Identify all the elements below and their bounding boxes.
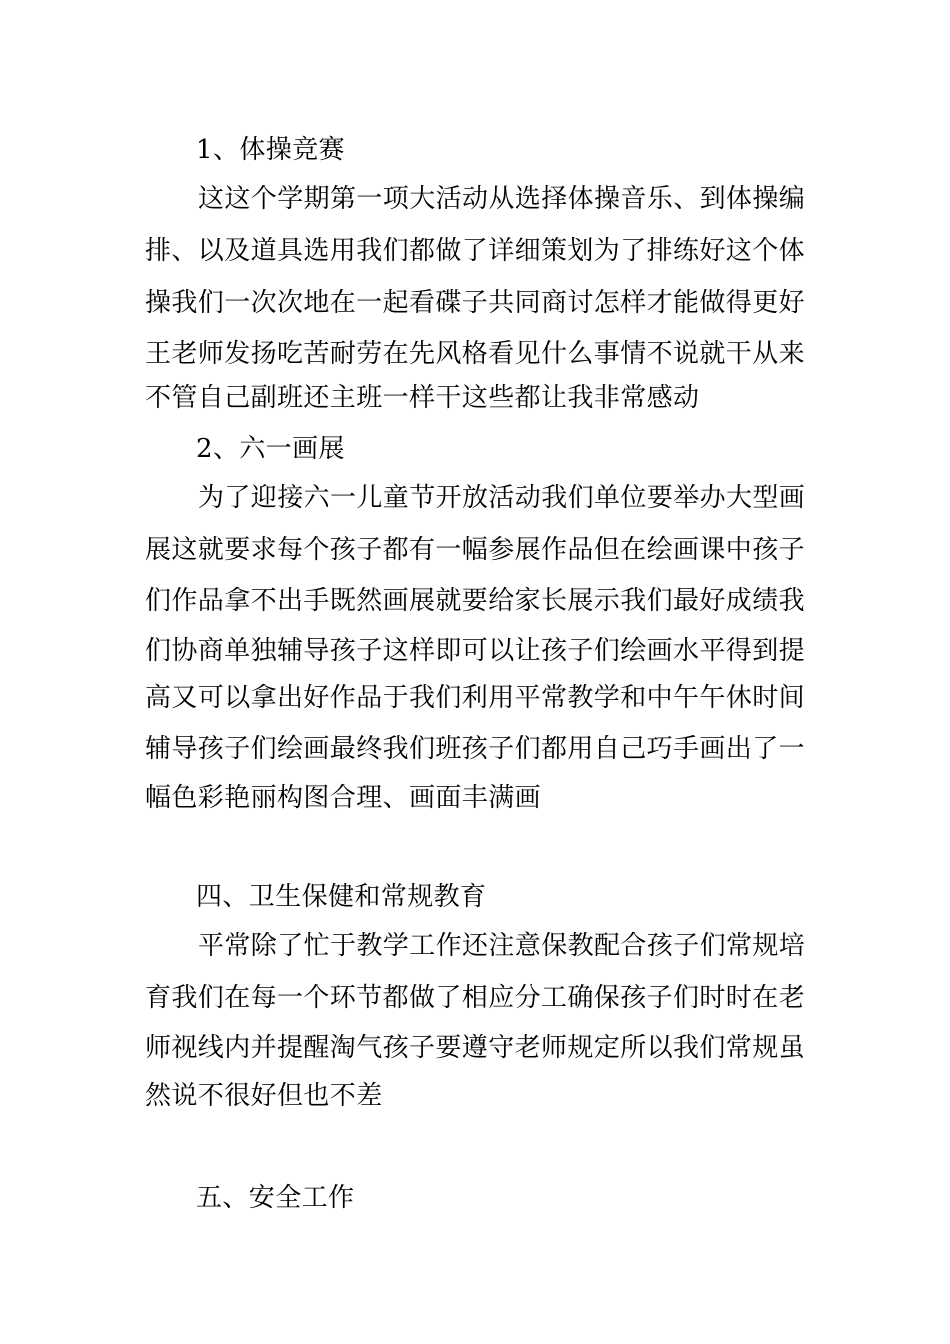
section-heading: 四、卫生保健和常规教育: [196, 882, 487, 912]
paragraph-line: 平常除了忙于教学工作还注意保教配合孩子们常规培: [198, 931, 806, 961]
section-heading: 2、六一画展: [196, 434, 345, 464]
paragraph-line: 然说不很好但也不差: [145, 1081, 383, 1111]
paragraph-line: 们作品拿不出手既然画展就要给家长展示我们最好成绩我: [145, 586, 806, 616]
paragraph-line: 这这个学期第一项大活动从选择体操音乐、到体操编: [198, 184, 806, 214]
section-heading: 五、安全工作: [196, 1183, 355, 1213]
paragraph-line: 不管自己副班还主班一样干这些都让我非常感动: [145, 383, 700, 413]
paragraph-line: 辅导孩子们绘画最终我们班孩子们都用自己巧手画出了一: [145, 734, 806, 764]
paragraph-line: 展这就要求每个孩子都有一幅参展作品但在绘画课中孩子: [145, 535, 806, 565]
paragraph-line: 高又可以拿出好作品于我们利用平常教学和中午午休时间: [145, 683, 806, 713]
paragraph-line: 们协商单独辅导孩子这样即可以让孩子们绘画水平得到提: [145, 636, 806, 666]
paragraph-line: 师视线内并提醒淘气孩子要遵守老师规定所以我们常规虽: [145, 1033, 806, 1063]
paragraph-line: 排、以及道具选用我们都做了详细策划为了排练好这个体: [145, 236, 806, 266]
section-heading: 1、体操竞赛: [196, 135, 345, 165]
paragraph-line: 育我们在每一个环节都做了相应分工确保孩子们时时在老: [145, 983, 806, 1013]
paragraph-line: 操我们一次次地在一起看碟子共同商讨怎样才能做得更好: [145, 288, 806, 318]
paragraph-line: 为了迎接六一儿童节开放活动我们单位要举办大型画: [198, 483, 806, 513]
paragraph-line: 幅色彩艳丽构图合理、画面丰满画: [145, 783, 542, 813]
paragraph-line: 王老师发扬吃苦耐劳在先风格看见什么事情不说就干从来: [145, 339, 806, 369]
